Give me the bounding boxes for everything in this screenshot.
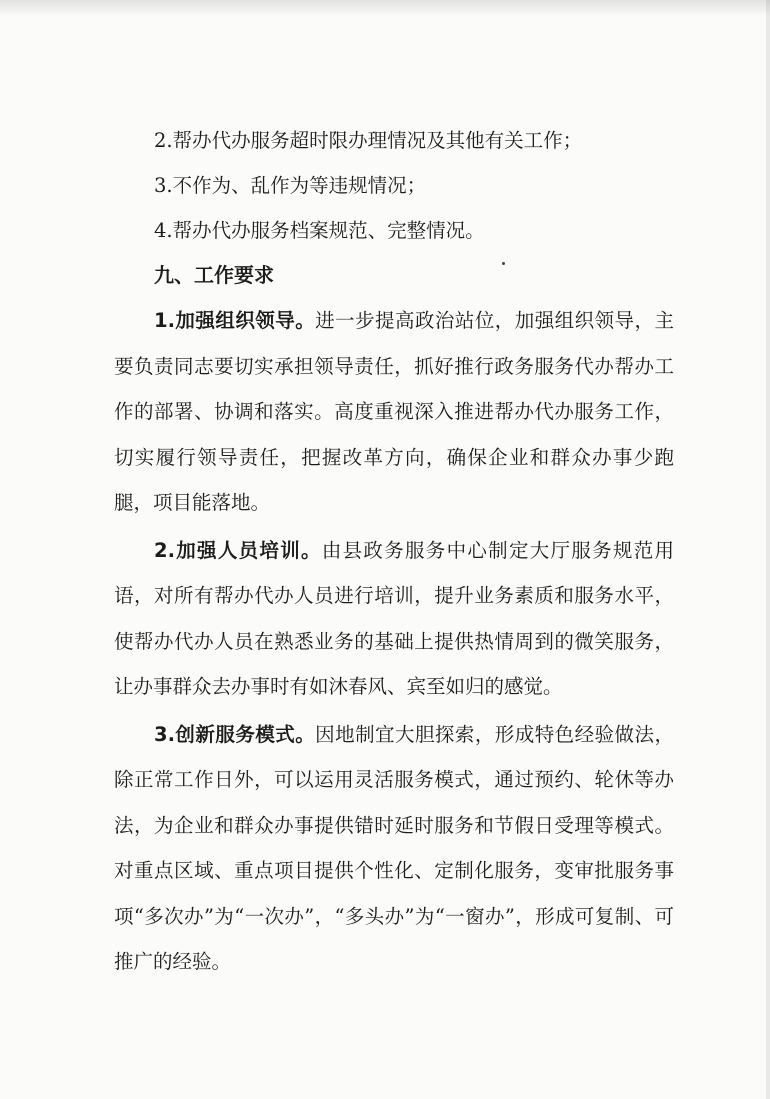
paragraph-body: 进一步提高政治站位，加强组织领导，主要负责同志要切实承担领导责任，抓好推行政务服务代办帮办工作的部署、协调和落实。高度重视深入推进帮办代办服务工作，切实履行领导责任，把握改革方向，确保企业和群众办事少跑腿，项目能落地。 <box>114 309 674 514</box>
paragraph-training <box>114 528 674 710</box>
scan-shadow-top <box>0 0 770 16</box>
paragraph-service-mode <box>114 712 674 985</box>
paragraph-body: 由县政务服务中心制定大厅服务规范用语，对所有帮办代办人员进行培训，提升业务素质和服务水平，使帮办代办人员在熟悉业务的基础上提供热情周到的微笑服务，让办事群众去办事时有如沐春风、宾至如归的感觉。 <box>114 538 674 698</box>
paragraph-organization <box>114 298 674 526</box>
paragraph-body: 因地制宜大胆探索，形成特色经验做法，除正常工作日外，可以运用灵活服务模式，通过预约、轮休等办法，为企业和群众办事提供错时延时服务和节假日受理等模式。对重点区域、重点项目提供个性化、定制化服务，变审批服务事项“多次办”为“一次办”，“多头办”为“一窗办”，形成可复制、可推广的经验。 <box>114 722 674 973</box>
paragraph-lead: 2.加强人员培训。 <box>154 538 322 562</box>
list-item: 4.帮办代办服务档案规范、完整情况。 <box>154 219 485 242</box>
list-item: 2.帮办代办服务超时限办理情况及其他有关工作； <box>154 129 583 152</box>
scan-shadow-edge <box>766 0 770 1099</box>
paragraph-lead: 3.创新服务模式。 <box>154 722 316 746</box>
document-body <box>114 118 674 985</box>
list-item: 3.不作为、乱作为等违规情况； <box>154 174 427 197</box>
section-heading: 九、工作要求 <box>154 263 274 287</box>
paragraph-lead: 1.加强组织领导。 <box>154 309 316 332</box>
